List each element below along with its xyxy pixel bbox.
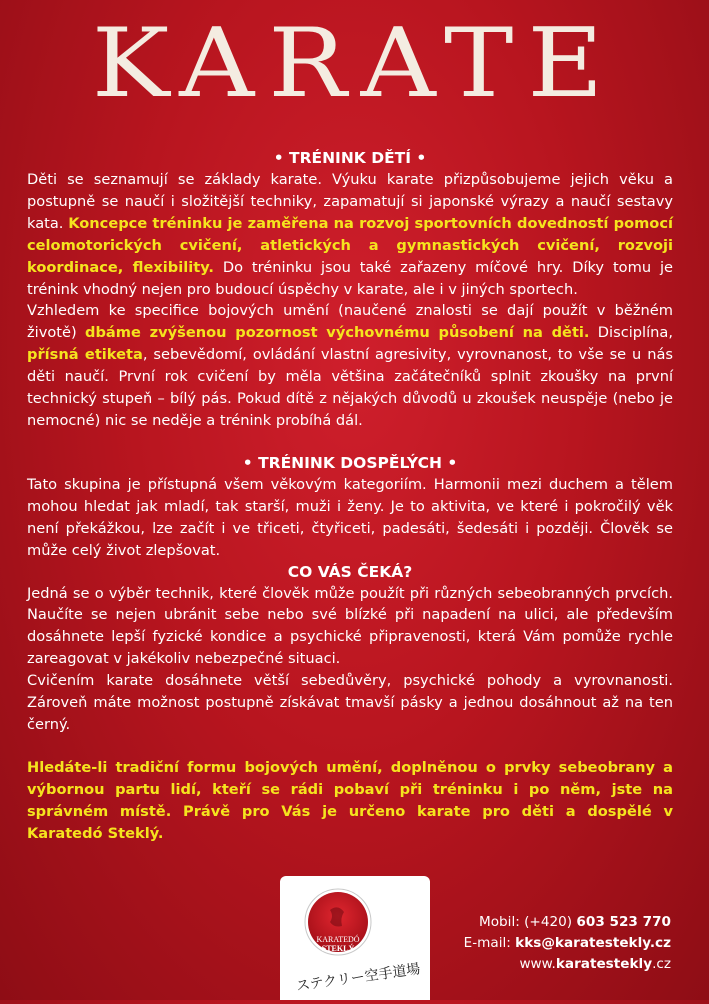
email-label: E-mail: [463,935,516,951]
email-link[interactable]: kks@karatestekly.cz [515,935,671,951]
kids-p2-text: Vzhledem ke specifice bojových umění (naučené znalosti se dají použít v běžném životě) [27,302,673,342]
kids-p2-text-end: , sebevědomí, ovládání vlastní agresivity, vyrovnanost, to vše se u nás děti naučí. První rok cvičení by měla většina začátečníků splnit zkoušky na první technický stupeň – bílý pás. Pokud dítě z nějakých důvodů u zkoušek neuspěje (nebo je nemocné) nic se neděje a trénink probíhá dál. [27,346,674,429]
mobile-number[interactable]: 603 523 770 [576,914,671,930]
kids-paragraph-1 [27,169,673,300]
kids-p1-text-end: Do tréninku jsou také zařazeny míčové hry. Díky tomu je trénink vhodný nejen pro budoucí úspěchy v karate, ale i v jiných sportech. [27,258,673,298]
web-domain: karatestekly [555,956,653,972]
contact-web[interactable] [464,954,671,975]
kids-p1-highlight: Koncepce tréninku je zaměřena na rozvoj sportovních dovedností pomocí celomotorických cvičení, atletických a gymnastických cvičení, rozvoji koordinace, flexibility. [27,214,673,276]
kids-p2-text-mid: Disciplína, [589,324,673,342]
contact-email [464,933,671,954]
logo-graphic [280,876,430,1000]
spacer [27,736,673,757]
contact-block [464,912,671,975]
kids-p2-highlight-1: dbáme zvýšenou pozornost výchovnému působení na děti. [85,324,590,342]
kids-p1-text: Děti se seznamují se základy karate. Výuku karate přizpůsobujeme jejich věku a postupně se naučí i složitější techniky, zapamatují si japonské výrazy a naučí sestavy kata. [27,171,673,232]
contact-mobile [464,912,671,933]
spacer [27,432,673,453]
adults-paragraph-3: Cvičením karate dosáhnete větší sebedůvěry, psychické pohody a vyrovnanosti. Zároveň máte možnost postupně získávat tmavší pásky a jednou dosáhnout až na ten černý. [27,672,673,733]
club-logo [280,876,430,1000]
kids-p2-highlight-2: přísná etiketa [27,346,143,364]
adults-paragraph-1: Tato skupina je přístupná všem věkovým kategoriím. Harmonii mezi duchem a tělem mohou hledat jak mladí, tak starší, muži i ženy. Je to aktivita, ve které i pokročilý věk není překážkou, lze začít i ve třiceti, čtyřiceti, padesáti, šedesáti i později. Člověk se může celý život zlepšovat. [27,475,673,559]
adults-paragraph-2: Jedná se o výběr technik, které člověk může použít při různých sebeobranných prvcích. Naučíte se nejen ubránit sebe nebo své blízké při napadení na ulici, ale především dosáhnete lepší fyzické kondice a psychické připravenosti, která Vám pomůže rychle zareagovat v jakékoliv nebezpečné situaci. [27,584,673,668]
web-prefix: www. [519,956,556,972]
web-suffix: .cz [652,956,671,972]
page-title: KARATE [91,6,618,120]
kids-paragraph-2 [27,300,673,431]
adults-subheading: CO VÁS ČEKÁ? [287,562,413,581]
logo-line2: STEKLÝ [321,944,355,953]
kids-heading: • TRÉNINK DĚTÍ • [273,149,427,167]
logo-japanese: ステクリー空手道場 [295,961,422,995]
adults-heading: • TRÉNINK DOSPĚLÝCH • [242,453,458,472]
closing-paragraph: Hledáte-li tradiční formu bojových umění, doplněnou o prvky sebeobrany a výbornou partu lidí, kteří se rádi pobaví při tréninku i po něm, jste na správném místě. Právě pro Vás je určeno karate pro děti a dospělé v Karatedó Steklý. [27,758,673,842]
logo-line1: KARATEDÓ [316,935,360,944]
main-content [27,148,673,844]
mobile-label: Mobil: (+420) [479,914,577,930]
